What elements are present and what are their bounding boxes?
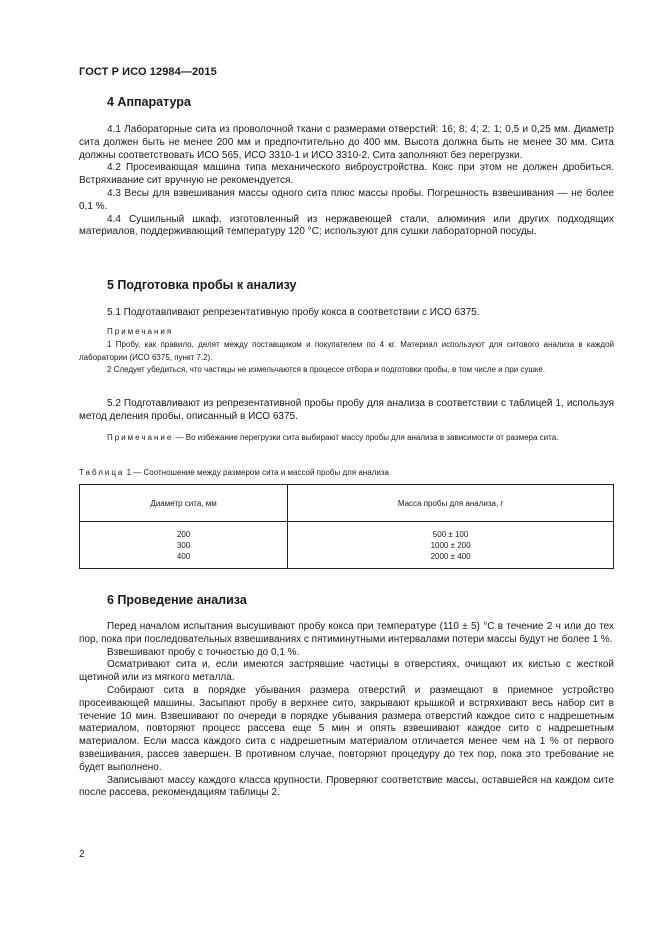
note-single-label: Примечание bbox=[107, 433, 174, 442]
table-cell-mass: 2000 ± 400 bbox=[430, 552, 471, 562]
note-single bbox=[79, 432, 614, 445]
paragraph-6-5: Записывают массу каждого класса крупности. Проверяют соответствие массы, оставшейся на каждом сите после рассева, рекомендациям таблицы 2. bbox=[79, 774, 614, 799]
document-header: ГОСТ Р ИСО 12984—2015 bbox=[79, 66, 217, 78]
section-6-body bbox=[79, 621, 614, 800]
table-cell-diameter: 200 bbox=[176, 530, 191, 539]
paragraph-4-2: 4.2 Просеивающая машина типа механического виброустройства. Кокс при этом не должен дробиться. Встряхивание сит вручную не рекомендуется. bbox=[79, 162, 614, 187]
paragraph-4-4: 4.4 Сушильный шкаф, изготовленный из нержавеющей стали, алюминия или других подходящих материалов, поддерживающий температуру 120 °С; используют для сушки лабораторной посуды. bbox=[79, 213, 614, 238]
table-header-row bbox=[80, 485, 614, 522]
paragraph-6-4: Собирают сита в порядке убывания размера отверстий и размещают в приемное устройство просеивающей машины. Засыпают пробу в верхнее сито, закрывают крышкой и встряхивают весь набор сит в течение 10 мин. Взвешивают по очереди в порядке убывания размера отверстий каждое сито с надрешетным материалом, повторяют процесс рассева еще 5 мин и опять взвешивают каждое сито с надрешетным материалом. Если масса каждого сита с надрешетным материалом отличается менее чем на 1 % от первого взвешивания, рассев завершен. В противном случае, повторяют процедуру до тех пор, пока это требование не будет выполнено. bbox=[79, 684, 614, 773]
paragraph-6-3: Осматривают сита и, если имеются застрявшие частицы в отверстиях, очищают их кистью с жесткой щетиной или из мягкого металла. bbox=[79, 659, 614, 684]
notes-block bbox=[79, 326, 614, 377]
note-2: 2 Следует убедиться, что частицы не измельчаются в процессе отбора и подготовки пробы, в том числе и при сушке. bbox=[107, 365, 546, 375]
section-4-title: 4 Аппаратура bbox=[107, 95, 191, 109]
table-cell-diameter: 300 bbox=[176, 541, 191, 551]
table-header-diameter: Диаметр сита, мм bbox=[80, 485, 288, 522]
paragraph-5-1 bbox=[79, 307, 614, 320]
paragraph-4-3: 4.3 Весы для взвешивания массы одного сита плюс массы пробы. Погрешность взвешивания — не более 0,1 %. bbox=[79, 187, 614, 212]
paragraph-4-1: 4.1 Лабораторные сита из проволочной ткани с размерами отверстий: 16; 8; 4; 2; 1; 0,5 и 0,25 мм. Диаметр сита должен быть не менее 200 мм и предпочтительно до 400 мм. Высота должна быть не менее 30 мм. Сита должны соответствовать ИСО 565, ИСО 3310-1 и ИСО 3310-2. Сита заполняют без перегрузки. bbox=[79, 124, 614, 161]
table-cell-diameter: 400 bbox=[176, 552, 191, 562]
notes-label: Примечания bbox=[107, 327, 174, 336]
paragraph-6-1: Перед началом испытания высушивают пробу кокса при температуре (110 ± 5) °С в течение 2 ч или до тех пор, пока при последовательных взвешиваниях с пятиминутными интервалами потери массы будут не более 1 %. bbox=[79, 621, 614, 645]
note-single-text bbox=[79, 432, 614, 445]
table-col-diameter bbox=[80, 522, 288, 569]
table-1 bbox=[79, 484, 614, 569]
page-number: 2 bbox=[79, 849, 85, 860]
note-1: 1 Пробу, как правило, делят между поставщиком и покупателем по 4 кг. Материал используют для ситового анализа в каждой лаборатории (ИСО 6375, пункт 7.2). bbox=[79, 339, 614, 362]
table-caption bbox=[79, 468, 389, 477]
note-single-body: — Во избежание перегрузки сита выбирают массу пробы для анализа в зависимости от размера сита. bbox=[173, 433, 559, 442]
section-4-body bbox=[79, 124, 614, 239]
paragraph-5-2 bbox=[79, 398, 614, 424]
table-body-row bbox=[80, 522, 614, 569]
paragraph-6-2: Взвешивают пробу с точностью до 0,1 %. bbox=[107, 646, 300, 658]
table-col-mass bbox=[288, 522, 614, 569]
table-caption-text: 1 — Соотношение между размером сита и массой пробы для анализа bbox=[124, 468, 389, 477]
table-cell-mass: 1000 ± 200 bbox=[430, 541, 471, 551]
table-cell-mass: 500 ± 100 bbox=[432, 530, 469, 539]
paragraph-5-2-text: 5.2 Подготавливают из репрезентативной пробы пробу для анализа в соответствии с таблицей 1, используя метод деления пробы, описанный в ИСО 6375. bbox=[79, 398, 614, 422]
table-header-mass: Масса пробы для анализа, г bbox=[288, 485, 614, 522]
paragraph-5-1-text: 5.1 Подготавливают репрезентативную пробу кокса в соответствии с ИСО 6375. bbox=[107, 307, 480, 318]
section-6-title: 6 Проведение анализа bbox=[107, 593, 247, 607]
table-caption-label: Таблица bbox=[79, 468, 125, 477]
section-5-title: 5 Подготовка пробы к анализу bbox=[107, 278, 297, 292]
